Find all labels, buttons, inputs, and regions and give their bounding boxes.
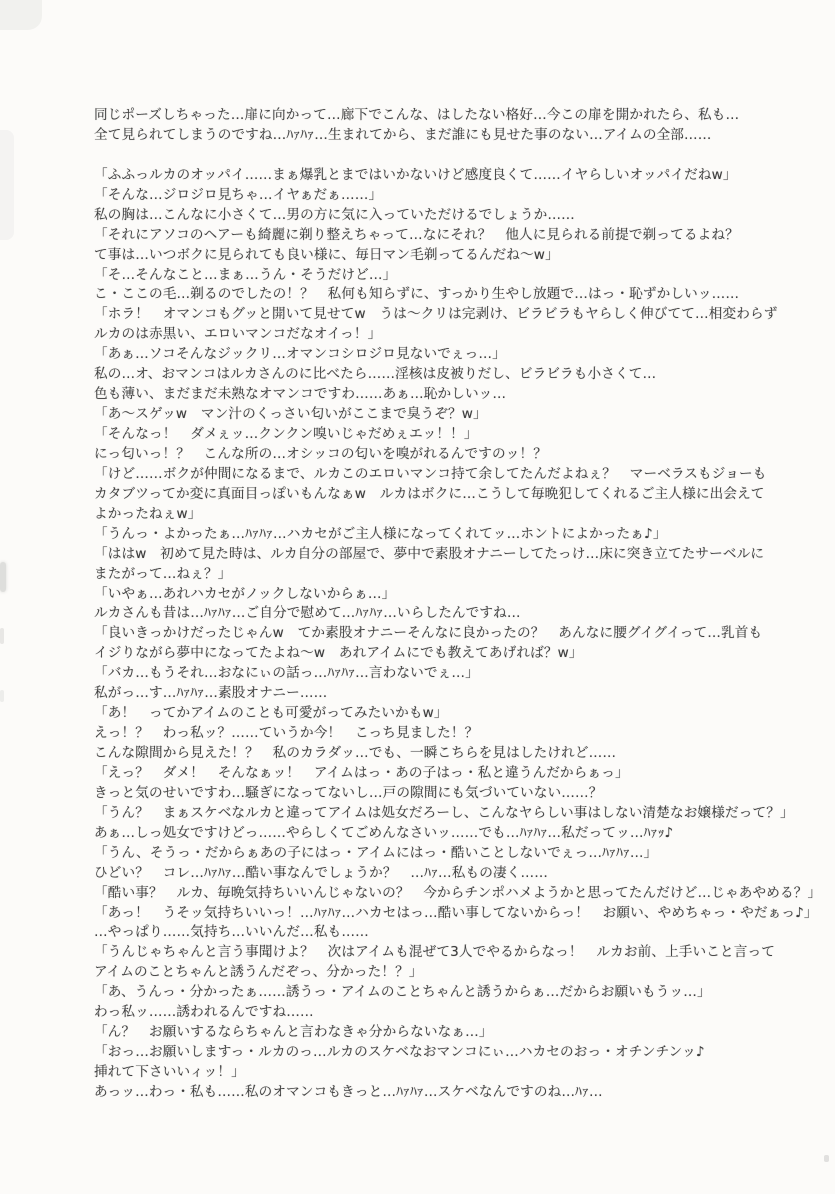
text-line: 「ホラ！ オマンコもグッと開いて見せてw うは〜クリは完剥け、ビラビラもヤらしく伸びてて…相変わらず bbox=[94, 306, 778, 323]
text-line: こ・ここの毛…剃るのでしたの！？ 私何も知らずに、すっかり生やし放題で…はっ・恥ずかしいッ…… bbox=[94, 286, 740, 303]
text-line: 色も薄い、まだまだ未熟なオマンコですわ……あぁ…恥かしいッ… bbox=[94, 386, 507, 403]
text-line: 「そ…そんなこと…まぁ…うん・そうだけど…」 bbox=[94, 266, 397, 283]
text-line: にっ匂いっ！？ こんな所の…オシッコの匂いを嗅がれるんですのッ！？ bbox=[94, 445, 547, 462]
text-line: 「ははw 初めて見た時は、ルカ自分の部屋で、夢中で素股オナニーしてたっけ…床に突き立てたサーベルに bbox=[94, 545, 765, 562]
scan-artifact-smudge bbox=[0, 628, 4, 644]
text-line: 「良いきっかけだったじゃんw てか素股オナニーそんなに良かったの？ あんなに腰グイグイって…乳首も bbox=[94, 625, 763, 642]
text-line: イジりながら夢中になってたよね〜w あれアイムにでも教えてあげれば？w」 bbox=[94, 645, 583, 662]
text-line: 「うんじゃちゃんと言う事聞けよ？ 次はアイムも混ぜて3人でやるからなっ！ ルカお前、上手いこと言って bbox=[94, 944, 776, 961]
text-line: 私がっ…す…ﾊｧﾊｧ…素股オナニー…… bbox=[94, 685, 328, 702]
text-line: またがって…ねぇ？」 bbox=[94, 565, 232, 582]
text-line: 「うんっ・よかったぁ…ﾊｧﾊｧ…ハカセがご主人様になってくれてッ…ホントによかったぁ♪」 bbox=[94, 525, 667, 542]
text-line: 全て見られてしまうのですね…ﾊｧﾊｧ…生まれてから、まだ誰にも見せた事のない…アイムの全部…… bbox=[94, 126, 712, 143]
text-line: 「そんな…ジロジロ見ちゃ…イヤぁだぁ……」 bbox=[94, 186, 383, 203]
text-line: 「あ〜スゲッw マン汁のくっさい匂いがここまで臭うぞ？w」 bbox=[94, 406, 487, 423]
text-line: 「ん？ お願いするならちゃんと言わなきゃ分からないなぁ…」 bbox=[94, 1024, 493, 1041]
text-line: カタブツってか変に真面目っぽいもんなぁw ルカはボクに…こうして毎晩犯してくれるご主人様に出会えて bbox=[94, 485, 765, 502]
text-line: 「おっ…お願いしますっ・ルカのっ…ルカのスケベなおマンコにぃ…ハカセのおっ・オチンチンッ♪ bbox=[94, 1044, 705, 1061]
text-line: よかったねぇw」 bbox=[94, 505, 202, 522]
text-line: …やっぱり……気持ち…いいんだ…私も…… bbox=[94, 924, 369, 941]
scan-artifact-speck bbox=[824, 1155, 829, 1162]
text-line: 「えっ？ ダメ！ そんなぁッ！ アイムはっ・あの子はっ・私と違うんだからぁっ」 bbox=[94, 764, 629, 781]
text-line: 「それにアソコのヘアーも綺麗に剃り整えちゃって…なにそれ？ 他人に見られる前提で剃ってるよね？ bbox=[94, 226, 739, 243]
text-line: 「あぁ…ソコそんなジックリ…オマンコシロジロ見ないでぇっ…」 bbox=[94, 346, 506, 363]
text-line: えっ！？ わっ私ッ？……ていうか今！ こっち見ました！？ bbox=[94, 725, 479, 742]
scan-artifact-corner bbox=[0, 0, 42, 30]
text-line: あぁ…しっ処女ですけどっ……やらしくてごめんなさいッ……でも…ﾊｧﾊｧ…私だってッ…ﾊｧｯ♪ bbox=[94, 824, 674, 841]
text-line: 挿れて下さいいィッ！」 bbox=[94, 1064, 245, 1080]
text-line: 「けど……ボクが仲間になるまで、ルカこのエロいマンコ持て余してたんだよねぇ？ マーベラスもジョーも bbox=[94, 465, 767, 482]
scan-artifact-smudge bbox=[0, 690, 4, 702]
text-line: 「あ！ ってかアイムのことも可愛がってみたいかもw」 bbox=[94, 705, 448, 722]
text-line: 「ふふっルカのオッパイ……まぁ爆乳とまではいかないけど感度良くて……イヤらしいオッパイだねw」 bbox=[94, 166, 737, 183]
scan-artifact-edge bbox=[0, 130, 14, 240]
text-line: ルカさんも昔は…ﾊｧﾊｧ…ご自分で慰めて…ﾊｧﾊｧ…いらしたんですね… bbox=[94, 605, 521, 622]
text-line: 「バカ…もうそれ…おなにぃの話っ…ﾊｧﾊｧ…言わないでぇ…」 bbox=[94, 665, 479, 682]
text-line: きっと気のせいですわ…騒ぎになってないし…戸の隙間にも気づいていない……？ bbox=[94, 784, 603, 801]
text-line: て事は…いつボクに見られても良い様に、毎日マン毛剃ってるんだね〜w」 bbox=[94, 246, 559, 263]
text-line: こんな隙間から見えた！？ 私のカラダッ…でも、一瞬こちらを見はしたけれど…… bbox=[94, 745, 617, 761]
text-line: 同じポーズしちゃった…扉に向かって…廊下でこんな、はしたない格好…今この扉を開かれたら、私も… bbox=[94, 107, 740, 123]
text-line: ひどい？ コレ…ﾊｧﾊｧ…酷い事なんでしょうか？ …ﾊｧ…私もの凄く…… bbox=[94, 864, 548, 881]
text-line: 私の胸は…こんなに小さくて…男の方に気に入っていただけるでしょうか…… bbox=[94, 206, 575, 223]
text-line: 「うん、そうっ・だからぁあの子にはっ・アイムにはっ・酷いことしないでぇっ…ﾊｧﾊｧ…」 bbox=[94, 844, 658, 861]
text-line: 「あっ！ うそッ気持ちいいっ！…ﾊｧﾊｧ…ハカセはっ…酷い事してないからっ！ お願い、やめちゃっ・やだぁっ♪」 bbox=[94, 904, 818, 921]
text-line: 「いやぁ…あれハカセがノックしないからぁ…」 bbox=[94, 585, 396, 602]
text-line: 「うん？ まぁスケベなルカと違ってアイムは処女だろーし、こんなヤらしい事はしない清楚なお嬢様だって？」 bbox=[94, 804, 794, 821]
text-line: 「あ、うんっ・分かったぁ……誘うっ・アイムのことちゃんと誘うからぁ…だからお願いもうッ…」 bbox=[94, 984, 711, 1001]
text-line: 「そんなっ！ ダメぇッ…クンクン嗅いじゃだめぇエッ！！」 bbox=[94, 426, 478, 442]
text-line: ルカのは赤黒い、エロいマンコだなオイっ！」 bbox=[94, 326, 382, 343]
body-text-block bbox=[94, 103, 822, 1100]
text-line: 私の…オ、おマンコはルカさんのに比べたら……淫核は皮被りだし、ビラビラも小さくて… bbox=[94, 366, 657, 383]
text-line: わっ私ッ……誘われるんですね…… bbox=[94, 1004, 314, 1021]
text-line: アイムのことちゃんと誘うんだぞっ、分かった！？」 bbox=[94, 964, 423, 981]
text-line bbox=[94, 143, 806, 163]
scan-artifact-smudge bbox=[0, 562, 6, 592]
text-line: 「酷い事？ ルカ、毎晩気持ちいいんじゃないの？ 今からチンポハメようかと思ってたんだけど…じゃあやめる？」 bbox=[94, 884, 822, 901]
text-line: あっッ…わっ・私も……私のオマンコもきっと…ﾊｧﾊｧ…スケベなんですのね…ﾊｧ… bbox=[94, 1083, 603, 1100]
